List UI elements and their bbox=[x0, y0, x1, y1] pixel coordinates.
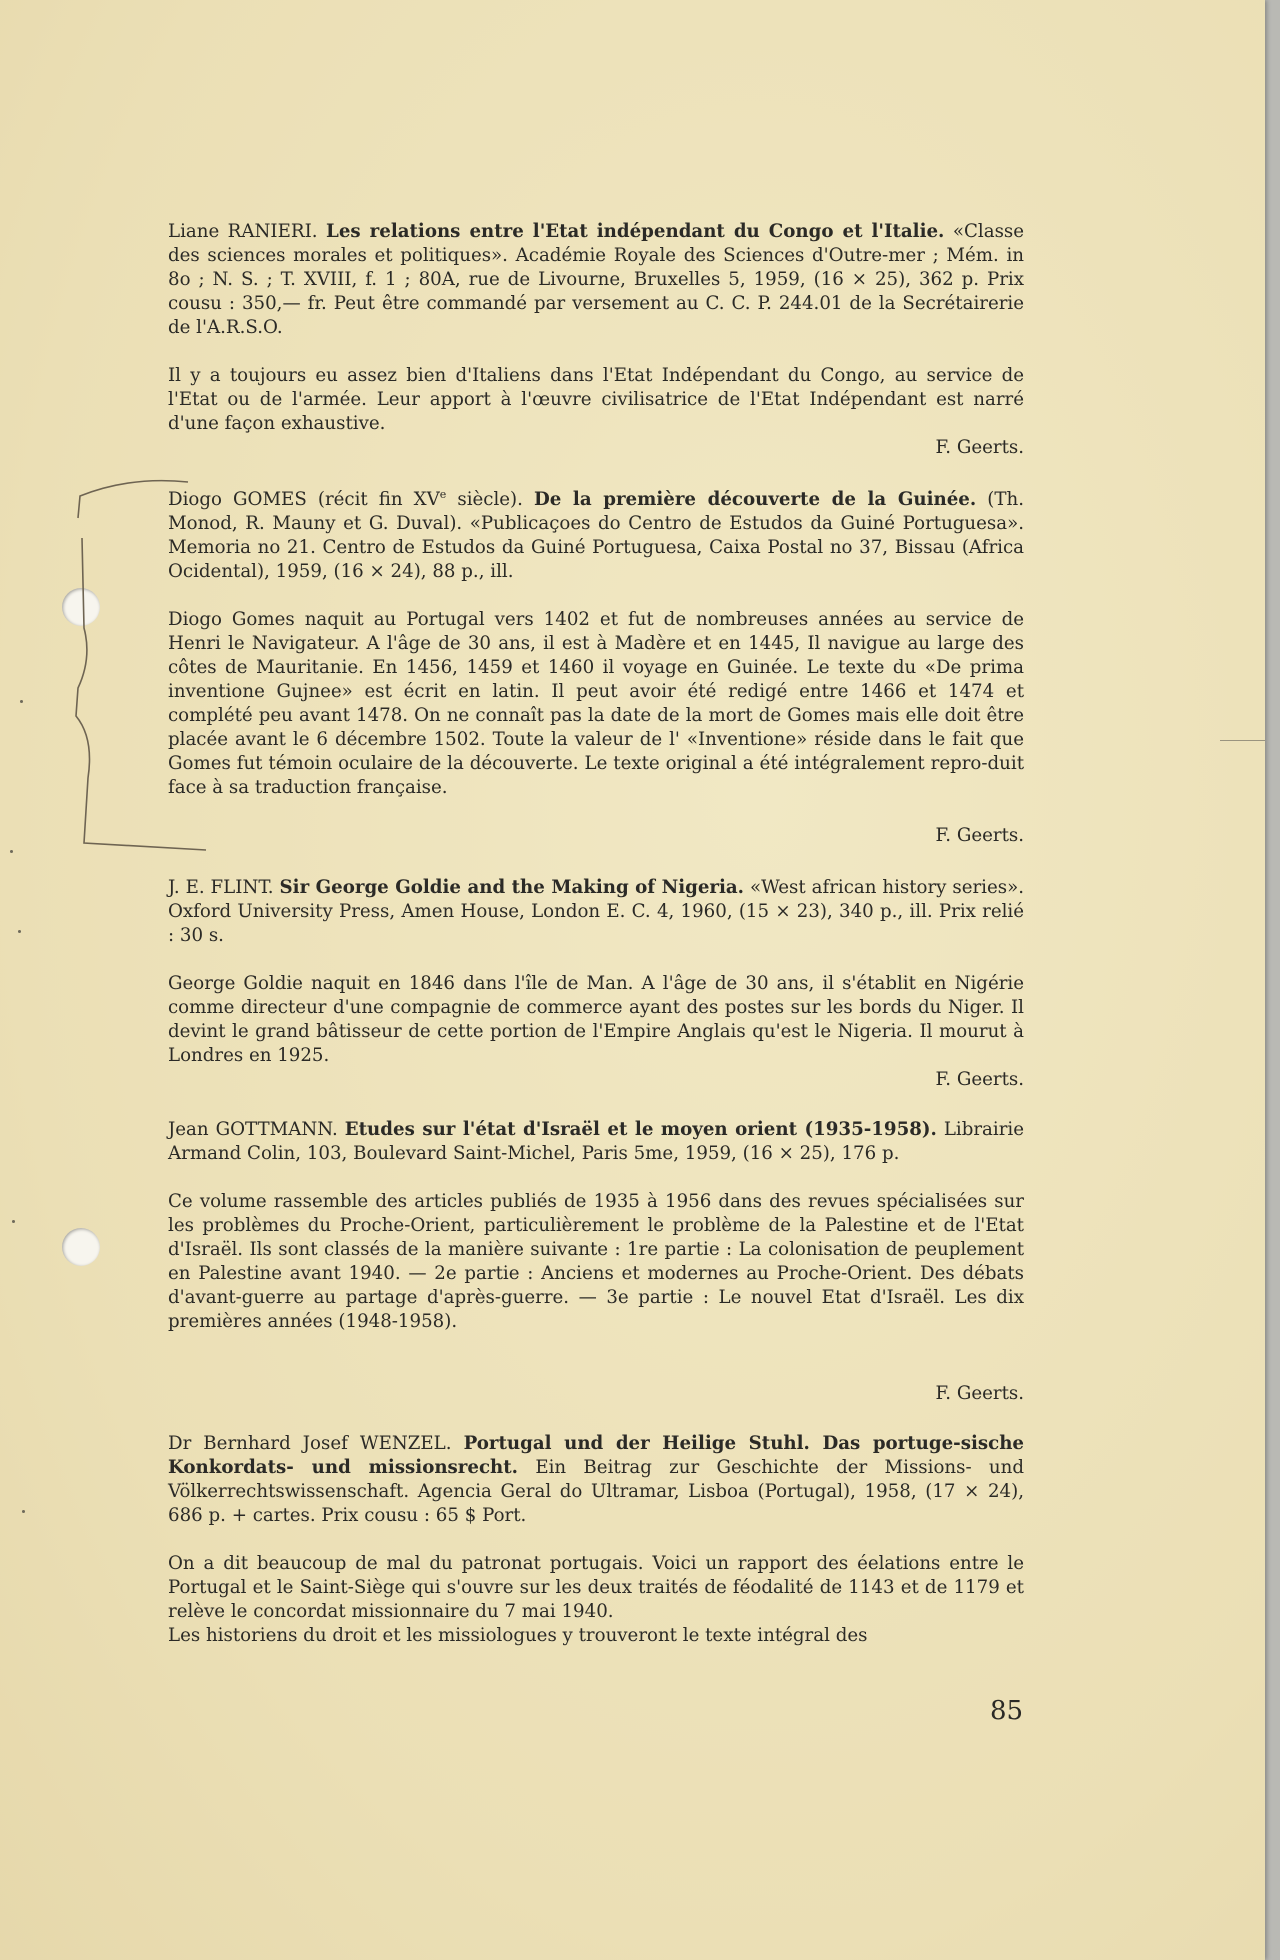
entry-details: (Th. Monod, R. Mauny et G. Duval). «Publicaçoes do Centro de Estudos da Guiné Portuguesa». Memoria no 21. Centro de Estudos da Guiné Portuguesa, Caixa Postal no 37, Bissau (Africa Ocidental), 1959, (16 × 24), 88 p., ill. bbox=[168, 489, 1024, 582]
bibliography-entry bbox=[168, 1118, 1024, 1404]
entry-signature: F. Geerts. bbox=[935, 437, 1024, 458]
margin-speck bbox=[22, 1510, 25, 1513]
entry-details: Librairie Armand Colin, 103, Boulevard Saint-Michel, Paris 5me, 1959, (16 × 25), 176 p. bbox=[168, 1119, 1024, 1164]
entry-author-sup: e bbox=[439, 487, 447, 501]
entry-author: Jean GOTTMANN. bbox=[168, 1119, 338, 1140]
entry-signature: F. Geerts. bbox=[935, 1069, 1024, 1090]
margin-speck bbox=[18, 930, 21, 933]
punch-hole-bottom bbox=[62, 1228, 100, 1266]
entry-review: George Goldie naquit en 1846 dans l'île de Man. A l'âge de 30 ans, il s'établit en Nigérie comme directeur d'une compagnie de commerce ayant des postes sur les bords du Niger. Il devint le grand bâtisseur de cette portion de l'Empire Anglais qu'est le Nigeria. Il mourut à Londres en 1925. bbox=[168, 973, 1024, 1066]
margin-speck bbox=[10, 850, 13, 853]
entry-author: Diogo GOMES (récit fin XV bbox=[168, 489, 440, 510]
entry-title: Les relations entre l'Etat indépendant du Congo et l'Italie. bbox=[326, 221, 945, 242]
entry-citation bbox=[168, 220, 1024, 340]
entry-review: Ce volume rassemble des articles publiés de 1935 à 1956 dans des revues spécialisées sur les problèmes du Proche-Orient, particulièrement le problème de la Palestine et de l'Etat d'Israël. Ils sont classés de la manière suivante : 1re partie : La colonisation de peuplement en Palestine avant 1940. — 2e partie : Anciens et modernes au Proche-Orient. Des débats d'avant-guerre au partage d'après-guerre. — 3e partie : Le nouvel Etat d'Israël. Les dix premières années (1948-1958). bbox=[168, 1191, 1024, 1332]
entry-title: Portugal und der Heilige Stuhl. Das portuge-sische Konkordats- und missionsrecht. bbox=[168, 1433, 1024, 1478]
entry-review-continued: Les historiens du droit et les missiologues y trouveront le texte intégral des bbox=[168, 1625, 868, 1646]
margin-speck bbox=[12, 1220, 15, 1223]
entry-title: Etudes sur l'état d'Israël et le moyen orient (1935-1958). bbox=[344, 1119, 937, 1140]
entry-author: J. E. FLINT. bbox=[168, 877, 274, 898]
entry-author-after: siècle). bbox=[446, 489, 523, 510]
bibliography-entry bbox=[168, 220, 1025, 458]
entry-author: Liane RANIERI. bbox=[168, 221, 318, 242]
entry-details: Ein Beitrag zur Geschichte der Missions- und Völkerrechtswissenschaft. Agencia Geral do Ultramar, Lisboa (Portugal), 1958, (17 × 24), 686 p. + cartes. Prix cousu : 65 $ Port. bbox=[168, 1457, 1024, 1526]
bibliography-entry bbox=[168, 876, 1024, 1090]
bibliography-entry bbox=[168, 1432, 1024, 1648]
entry-signature: F. Geerts. bbox=[935, 1383, 1024, 1404]
bibliography-entry bbox=[168, 487, 1024, 846]
entry-citation bbox=[168, 488, 1024, 584]
entry-review: On a dit beaucoup de mal du patronat portugais. Voici un rapport des éelations entre le Portugal et le Saint-Siège qui s'ouvre sur les deux traités de féodalité de 1143 et de 1179 et relève le concordat missionnaire du 7 mai 1940. bbox=[168, 1553, 1024, 1622]
entry-review: Il y a toujours eu assez bien d'Italiens dans l'Etat Indépendant du Congo, au service de l'Etat ou de l'armée. Leur apport à l'œuvre civilisatrice de l'Etat Indépendant est narré d'une façon exhaustive. bbox=[168, 365, 1024, 434]
entry-title: Sir George Goldie and the Making of Nigeria. bbox=[279, 877, 745, 898]
margin-speck bbox=[20, 700, 23, 703]
entry-details: «West african history series». Oxford University Press, Amen House, London E. C. 4, 1960, (15 × 23), 340 p., ill. Prix relié : 30 s. bbox=[168, 877, 1024, 946]
page-number: 85 bbox=[990, 1696, 1024, 1726]
margin-rule bbox=[1220, 740, 1265, 741]
entry-details: «Classe des sciences morales et politiques». Académie Royale des Sciences d'Outre-mer ; Mém. in 8o ; N. S. ; T. XVIII, f. 1 ; 80A, rue de Livourne, Bruxelles 5, 1959, (16 × 25), 362 p. Prix cousu : 350,— fr. Peut être commandé par versement au C. C. P. 244.01 de la Secrétairerie de l'A.R.S.O. bbox=[168, 221, 1025, 338]
entry-review: Diogo Gomes naquit au Portugal vers 1402 et fut de nombreuses années au service de Henri le Navigateur. A l'âge de 30 ans, il est à Madère et en 1445, Il navigue au large des côtes de Mauritanie. En 1456, 1459 et 1460 il voyage en Guinée. Le texte du «De prima inventione Gujnee» est écrit en latin. Il peut avoir été redigé entre 1466 et 1474 et complété peu avant 1478. On ne connaît pas la date de la mort de Gomes mais elle doit être placée avant le 6 décembre 1502. Toute la valeur de l' «Inventione» réside dans le fait que Gomes fut témoin oculaire de la découverte. Le texte original a été intégralement repro-duit face à sa traduction française. bbox=[168, 609, 1024, 798]
entry-signature: F. Geerts. bbox=[935, 825, 1024, 846]
entry-citation bbox=[168, 876, 1024, 948]
entry-citation bbox=[168, 1432, 1024, 1528]
entry-author: Dr Bernhard Josef WENZEL. bbox=[168, 1433, 452, 1454]
entry-title: De la première découverte de la Guinée. bbox=[533, 489, 977, 510]
entry-citation bbox=[168, 1118, 1024, 1166]
